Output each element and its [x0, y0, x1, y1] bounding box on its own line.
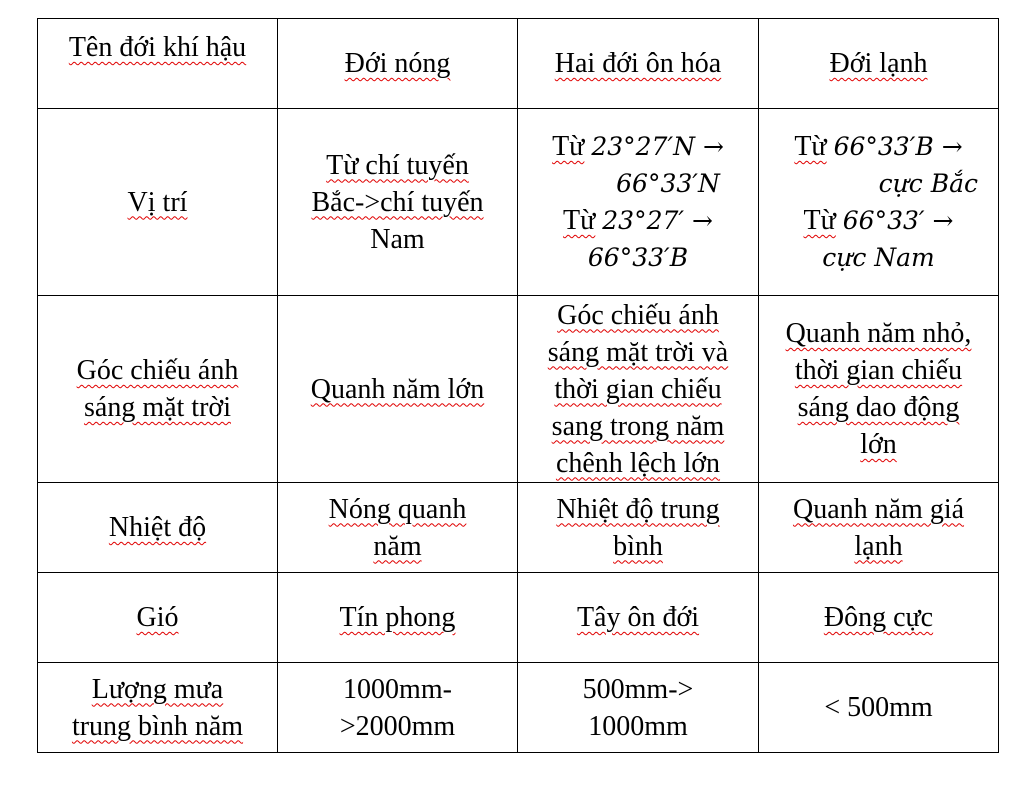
sun-angle-label-cell: [38, 296, 278, 483]
temperature-hot-line-1: Nóng quanh: [328, 493, 467, 525]
temperature-cold-line-1: Quanh năm giá: [792, 493, 965, 525]
header-cell-zone-name: [38, 19, 278, 109]
location-cold-cell: [759, 109, 999, 296]
sun-angle-label-line-2: sáng mặt trời: [84, 392, 231, 423]
temperature-label: Nhiệt độ: [108, 512, 207, 543]
rainfall-temperate-cell: [518, 663, 759, 753]
rainfall-label-cell: [38, 663, 278, 753]
location-temperate-range-1: 23°27′N →: [591, 132, 724, 161]
rainfall-label-line-1: Lượng mưa: [91, 673, 224, 705]
location-cold-from-1: Từ: [794, 131, 827, 162]
header-cold-zone-text: Đới lạnh: [829, 48, 928, 79]
location-temperate-range-2: 23°27′ →: [602, 206, 713, 235]
header-cell-temperate-zones: [518, 19, 759, 109]
location-temperate-from-2: Từ: [563, 205, 596, 236]
location-temperate-cell: [518, 109, 759, 296]
table-row-wind: [38, 573, 999, 663]
rainfall-label-line-2: trung bình năm: [71, 710, 244, 742]
table-row-temperature: [38, 483, 999, 573]
location-cold-from-2: Từ: [803, 205, 836, 236]
sun-angle-cold-line-1: Quanh năm nhỏ,: [785, 318, 972, 349]
sun-angle-hot-text: Quanh năm lớn: [310, 373, 485, 405]
header-cell-cold-zone: [759, 19, 999, 109]
table-row-location: [38, 109, 999, 296]
sun-angle-temperate-line-3: thời gian chiếu: [554, 373, 722, 405]
rainfall-temperate-line-2: 1000mm: [588, 710, 688, 742]
rainfall-hot-cell: [278, 663, 518, 753]
temperature-temperate-line-1: Nhiệt độ trung: [556, 493, 720, 525]
wind-label: Gió: [136, 602, 179, 633]
wind-temperate-text: Tây ôn đới: [576, 602, 700, 633]
table-row-sun-angle: [38, 296, 999, 483]
sun-angle-temperate-line-5: chênh lệch lớn: [555, 447, 721, 479]
sun-angle-cold-line-4: lớn: [860, 429, 897, 460]
location-temperate-line-3: [524, 202, 752, 239]
sun-angle-cold-line-3: sáng dao động: [797, 392, 960, 423]
location-temperate-line-2: 66°33′N: [616, 169, 720, 198]
temperature-cold-line-2: lạnh: [854, 530, 903, 562]
temperature-temperate-line-2: bình: [613, 530, 663, 562]
climate-zone-table: [37, 18, 999, 753]
rainfall-temperate-line-1: 500mm->: [582, 673, 694, 705]
rainfall-hot-line-2: >2000mm: [339, 710, 456, 742]
location-temperate-line-4: 66°33′B: [587, 243, 689, 272]
wind-hot-text: Tín phong: [339, 602, 456, 633]
rainfall-hot-line-1: 1000mm-: [343, 673, 452, 705]
table-row-rainfall: [38, 663, 999, 753]
sun-angle-temperate-line-4: sang trong năm: [551, 410, 725, 442]
location-cold-line-1: [765, 128, 992, 165]
sun-angle-cold-line-2: thời gian chiếu: [794, 355, 963, 386]
header-temperate-zones-text: Hai đới ôn hóa: [554, 48, 722, 79]
temperature-hot-line-2: năm: [373, 530, 422, 562]
location-hot-cell: [278, 109, 518, 296]
wind-cold-cell: [759, 573, 999, 663]
rainfall-cold-cell: [759, 663, 999, 753]
rainfall-cold-text: < 500mm: [824, 692, 933, 723]
location-label-cell: [38, 109, 278, 296]
sun-angle-hot-cell: [278, 296, 518, 483]
temperature-temperate-cell: [518, 483, 759, 573]
location-hot-line-3: Nam: [370, 223, 425, 255]
location-hot-line-1: Từ chí tuyến: [326, 149, 469, 181]
location-temperate-line-1: [524, 128, 752, 165]
location-cold-line-3: [765, 202, 992, 239]
location-label: Vị trí: [127, 186, 188, 218]
sun-angle-cold-cell: [759, 296, 999, 483]
sun-angle-temperate-line-1: Góc chiếu ánh: [557, 299, 719, 331]
location-hot-line-2: Bắc->chí tuyến: [311, 186, 484, 218]
temperature-hot-cell: [278, 483, 518, 573]
sun-angle-temperate-cell: [518, 296, 759, 483]
wind-label-cell: [38, 573, 278, 663]
location-cold-range-1: 66°33′B →: [833, 132, 963, 161]
wind-cold-text: Đông cực: [823, 602, 934, 633]
location-cold-range-2: 66°33′ →: [842, 206, 954, 235]
header-hot-zone-text: Đới nóng: [344, 48, 451, 79]
table-row-header: [38, 19, 999, 109]
temperature-cold-cell: [759, 483, 999, 573]
location-cold-line-4: cực Nam: [822, 243, 935, 272]
sun-angle-temperate-line-2: sáng mặt trời và: [547, 336, 729, 368]
location-temperate-from-1: Từ: [552, 131, 585, 162]
header-zone-name-text: Tên đới khí hậu: [68, 32, 247, 63]
header-cell-hot-zone: [278, 19, 518, 109]
location-cold-line-2: cực Bắc: [878, 169, 978, 198]
sun-angle-label-line-1: Góc chiếu ánh: [76, 355, 239, 386]
temperature-label-cell: [38, 483, 278, 573]
wind-temperate-cell: [518, 573, 759, 663]
wind-hot-cell: [278, 573, 518, 663]
